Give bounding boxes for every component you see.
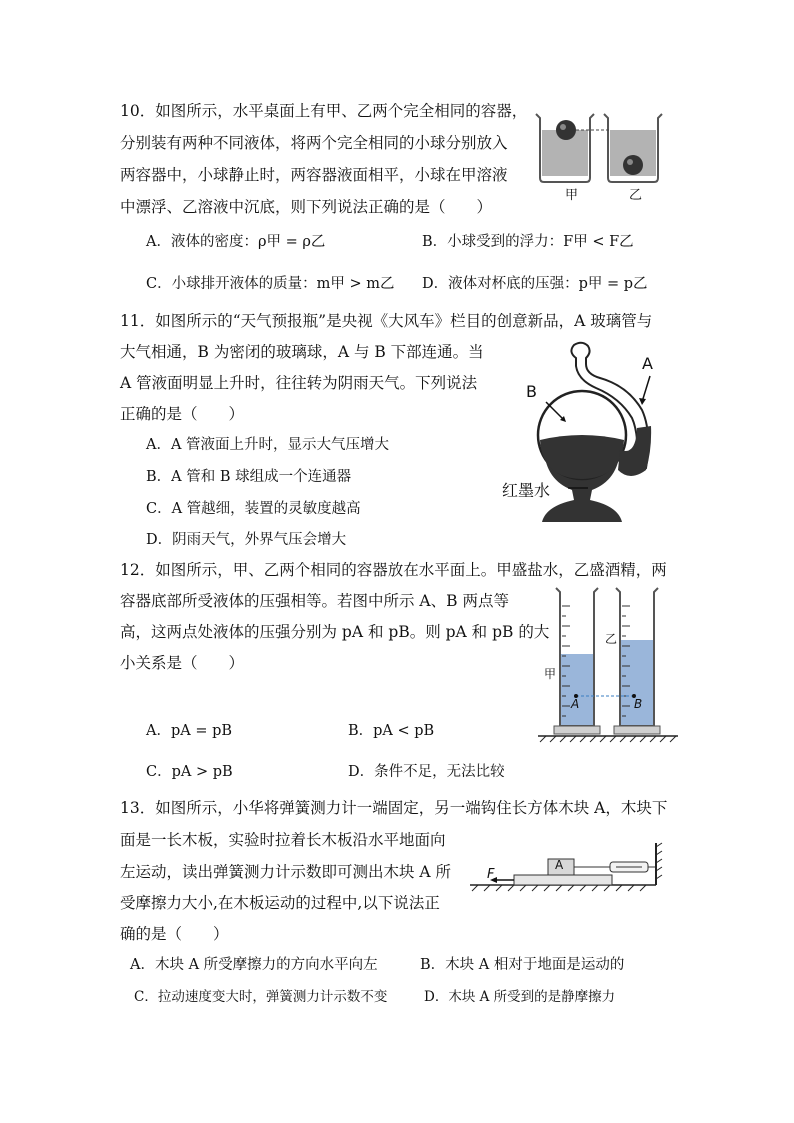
q13-option-a[interactable]: A．木块 A 所受摩擦力的方向水平向左	[130, 957, 378, 973]
q12-line-2: 容器底部所受液体的压强相等。若图中所示 A、B 两点等	[120, 592, 509, 610]
q13-option-d[interactable]: D．木块 A 所受到的是静摩擦力	[424, 989, 616, 1005]
q10-option-a[interactable]: A．液体的密度：ρ甲 = ρ乙	[146, 234, 326, 250]
q13-label-block: A	[555, 858, 564, 872]
q12-label-yi: 乙	[605, 632, 618, 646]
q13-option-b[interactable]: B．木块 A 相对于地面是运动的	[420, 957, 625, 973]
q11-option-b[interactable]: B．A 管和 B 球组成一个连通器	[146, 469, 352, 485]
beaker-jia	[536, 114, 594, 182]
q12-figure	[536, 586, 681, 746]
q13-option-c[interactable]: C．拉动速度变大时，弹簧测力计示数不变	[134, 989, 388, 1005]
q11-line-2: 大气相通，B 为密闭的玻璃球，A 与 B 下部连通。当	[120, 343, 484, 361]
q13-line-5: 确的是（ ）	[120, 925, 229, 943]
q10-line-2: 分别装有两种不同液体，将两个完全相同的小球分别放入	[120, 134, 508, 152]
q10-option-d[interactable]: D．液体对杯底的压强：p甲 = p乙	[422, 276, 648, 292]
q13-line-1: 13．如图所示，小华将弹簧测力计一端固定，另一端钩住长方体木块 A，木块下	[120, 799, 668, 817]
beaker-yi	[604, 114, 662, 182]
q10-line-4: 中漂浮、乙溶液中沉底，则下列说法正确的是（ ）	[120, 198, 493, 216]
q11-line-1: 11．如图所示的“天气预报瓶”是央视《大风车》栏目的创意新品，A 玻璃管与	[120, 312, 653, 330]
q12-option-b[interactable]: B．pA < pB	[348, 723, 435, 739]
q13-line-2: 面是一长木板，实验时拉着长木板沿水平地面向	[120, 831, 446, 849]
q11-line-4: 正确的是（ ）	[120, 405, 245, 423]
q10-label-jia: 甲	[565, 188, 579, 203]
q13-line-4: 受摩擦力大小,在木板运动的过程中,以下说法正	[120, 894, 440, 912]
q12-option-a[interactable]: A．pA = pB	[146, 723, 233, 739]
arrow-a	[642, 376, 650, 402]
q13-line-3: 左运动，读出弹簧测力计示数即可测出木块 A 所	[120, 863, 452, 881]
q12-label-jia: 甲	[544, 667, 557, 681]
q11-label-ink: 红墨水	[502, 481, 551, 500]
q12-option-d[interactable]: D．条件不足，无法比较	[348, 764, 505, 780]
q11-option-d[interactable]: D．阴雨天气，外界气压会增大	[146, 532, 347, 548]
cylinder-yi	[614, 588, 660, 734]
q12-label-point-a: A	[571, 697, 580, 711]
q10-line-1: 10．如图所示，水平桌面上有甲、乙两个完全相同的容器，	[120, 102, 528, 120]
ball-yi	[623, 155, 643, 175]
q10-label-yi: 乙	[629, 188, 643, 203]
q12-line-3: 高，这两点处液体的压强分别为 pA 和 pB。则 pA 和 pB 的大	[120, 623, 550, 641]
long-board	[514, 875, 612, 885]
cylinder-jia	[554, 588, 600, 734]
q12-label-point-b: B	[634, 697, 643, 711]
q10-line-3: 两容器中，小球静止时，两容器液面相平，小球在甲溶液	[120, 166, 508, 184]
q11-option-a[interactable]: A．A 管液面上升时，显示大气压增大	[146, 437, 390, 453]
ball-jia	[556, 120, 576, 140]
q10-option-c[interactable]: C．小球排开液体的质量：m甲 > m乙	[146, 276, 395, 292]
q11-option-c[interactable]: C．A 管越细，装置的灵敏度越高	[146, 501, 361, 517]
q11-line-3: A 管液面明显上升时，往往转为阴雨天气。下列说法	[120, 374, 478, 392]
q10-option-b[interactable]: B．小球受到的浮力：F甲 < F乙	[422, 234, 634, 250]
q12-option-c[interactable]: C．pA > pB	[146, 764, 233, 780]
q11-label-a: A	[642, 354, 653, 373]
q13-label-force: F	[487, 867, 495, 882]
q12-line-1: 12．如图所示，甲、乙两个相同的容器放在水平面上。甲盛盐水，乙盛酒精，两	[120, 561, 667, 579]
q12-line-4: 小关系是（ ）	[120, 654, 245, 672]
q13-figure	[470, 843, 670, 893]
q11-label-b: B	[526, 382, 537, 401]
q10-figure	[532, 108, 672, 203]
